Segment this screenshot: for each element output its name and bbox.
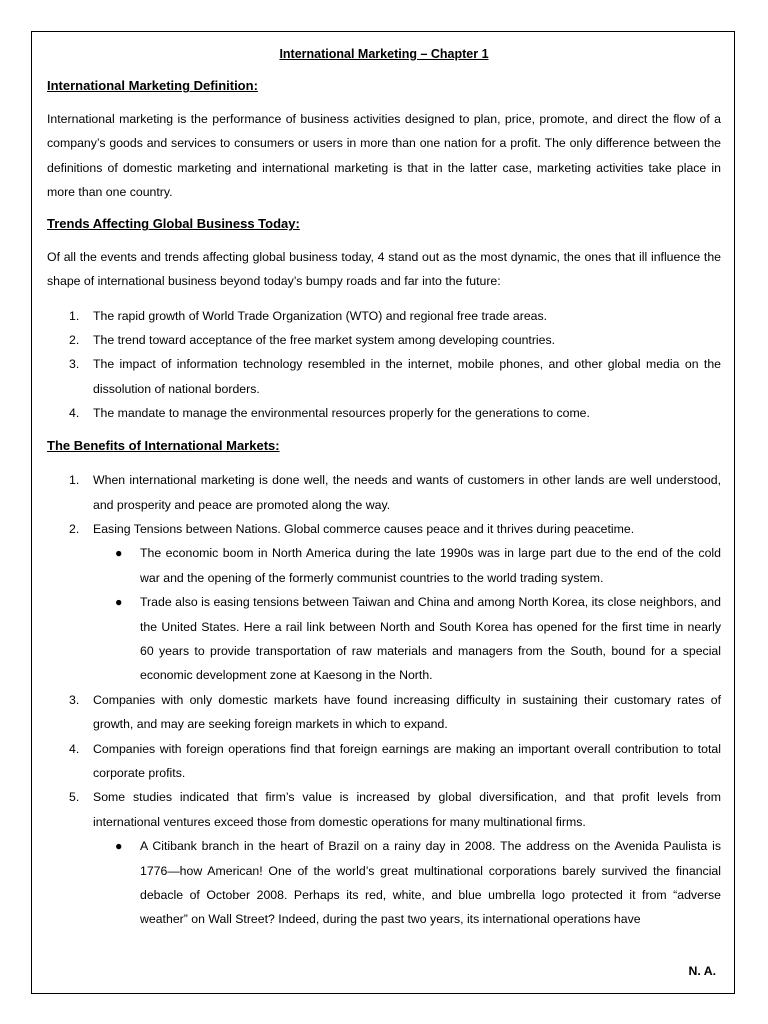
bullet-icon: ● bbox=[115, 546, 123, 561]
list-item bbox=[47, 304, 721, 328]
list-item bbox=[47, 785, 721, 834]
list-number: 3. bbox=[69, 357, 80, 372]
list-item-text: The impact of information technology resembled in the internet, mobile phones, and other global media on the dissolution of national borders. bbox=[93, 357, 721, 396]
bullet-icon: ● bbox=[115, 595, 123, 610]
trends-list bbox=[47, 304, 721, 426]
bullet-list bbox=[47, 541, 721, 687]
document-body bbox=[47, 42, 721, 932]
list-item-text: The trend toward acceptance of the free market system among developing countries. bbox=[93, 333, 556, 348]
benefits-list bbox=[47, 468, 721, 932]
section-heading-trends: Trends Affecting Global Business Today: bbox=[47, 216, 300, 232]
bullet-text: A Citibank branch in the heart of Brazil on a rainy day in 2008. The address on the Avenida Paulista is 1776—how American! One of the world’s great multinational corporations barely survived the financial debacle of October 2008. Perhaps its red, white, and blue umbrella logo protected it from “adverse weather” on Wall Street? Indeed, during the past two years, its international operations have bbox=[140, 839, 721, 927]
list-number: 1. bbox=[69, 473, 80, 488]
footer-initials: N. A. bbox=[688, 964, 716, 978]
list-item-text: The mandate to manage the environmental resources properly for the generations to come. bbox=[93, 406, 590, 421]
bullet-item bbox=[47, 541, 721, 590]
list-item bbox=[47, 517, 721, 541]
list-item bbox=[47, 401, 721, 425]
trends-paragraph: Of all the events and trends affecting global business today, 4 stand out as the most dynamic, the ones that ill influence the shape of international business beyond today’s bumpy roads and far into the future: bbox=[47, 249, 721, 289]
list-item bbox=[47, 328, 721, 352]
list-item-text: Some studies indicated that firm’s value is increased by global diversification, and that profit levels from international ventures exceed those from domestic operations for many multinational firms. bbox=[93, 790, 721, 829]
list-item-text: The rapid growth of World Trade Organization (WTO) and regional free trade areas. bbox=[93, 308, 548, 323]
bullet-item bbox=[47, 834, 721, 932]
page-title: International Marketing – Chapter 1 bbox=[279, 47, 489, 61]
bullet-icon: ● bbox=[115, 839, 123, 854]
list-item-text: When international marketing is done well, the needs and wants of customers in other lands are well understood, and prosperity and peace are promoted along the way. bbox=[93, 473, 721, 512]
list-item bbox=[47, 352, 721, 401]
list-number: 4. bbox=[69, 406, 80, 421]
list-item-text: Companies with only domestic markets have found increasing difficulty in sustaining their customary rates of growth, and may are seeking foreign markets in which to expand. bbox=[93, 692, 721, 732]
list-number: 4. bbox=[69, 741, 80, 756]
list-item-text: Companies with foreign operations find that foreign earnings are making an important overall contribution to total corporate profits. bbox=[93, 741, 721, 780]
list-number: 2. bbox=[69, 333, 80, 348]
bullet-text: Trade also is easing tensions between Taiwan and China and among North Korea, its close neighbors, and the United States. Here a rail link between North and South Korea has opened for the first time in nearly 60 years to provide transportation of raw materials and managers from the South, bound for a special economic development zone at Kaesong in the North. bbox=[140, 595, 721, 683]
list-number: 5. bbox=[69, 790, 80, 805]
section-heading-definition: International Marketing Definition: bbox=[47, 78, 258, 94]
list-item bbox=[47, 688, 721, 737]
bullet-item bbox=[47, 590, 721, 688]
definition-paragraph: International marketing is the performance of business activities designed to plan, price, promote, and direct the flow of a company’s goods and services to consumers or users in more than one nation for a profit. The only difference between the definitions of domestic marketing and international marketing is that in the latter case, marketing activities take place in more than one country. bbox=[47, 111, 721, 200]
bullet-text: The economic boom in North America during the late 1990s was in large part due to the end of the cold war and the opening of the formerly communist countries to the world trading system. bbox=[140, 546, 721, 585]
section-heading-benefits: The Benefits of International Markets: bbox=[47, 437, 280, 453]
list-item-text: Easing Tensions between Nations. Global commerce causes peace and it thrives during peacetime. bbox=[93, 521, 635, 536]
list-number: 2. bbox=[69, 521, 80, 536]
list-number: 1. bbox=[69, 308, 80, 323]
list-item bbox=[47, 737, 721, 786]
bullet-list bbox=[47, 834, 721, 932]
list-item bbox=[47, 468, 721, 517]
list-number: 3. bbox=[69, 692, 80, 707]
